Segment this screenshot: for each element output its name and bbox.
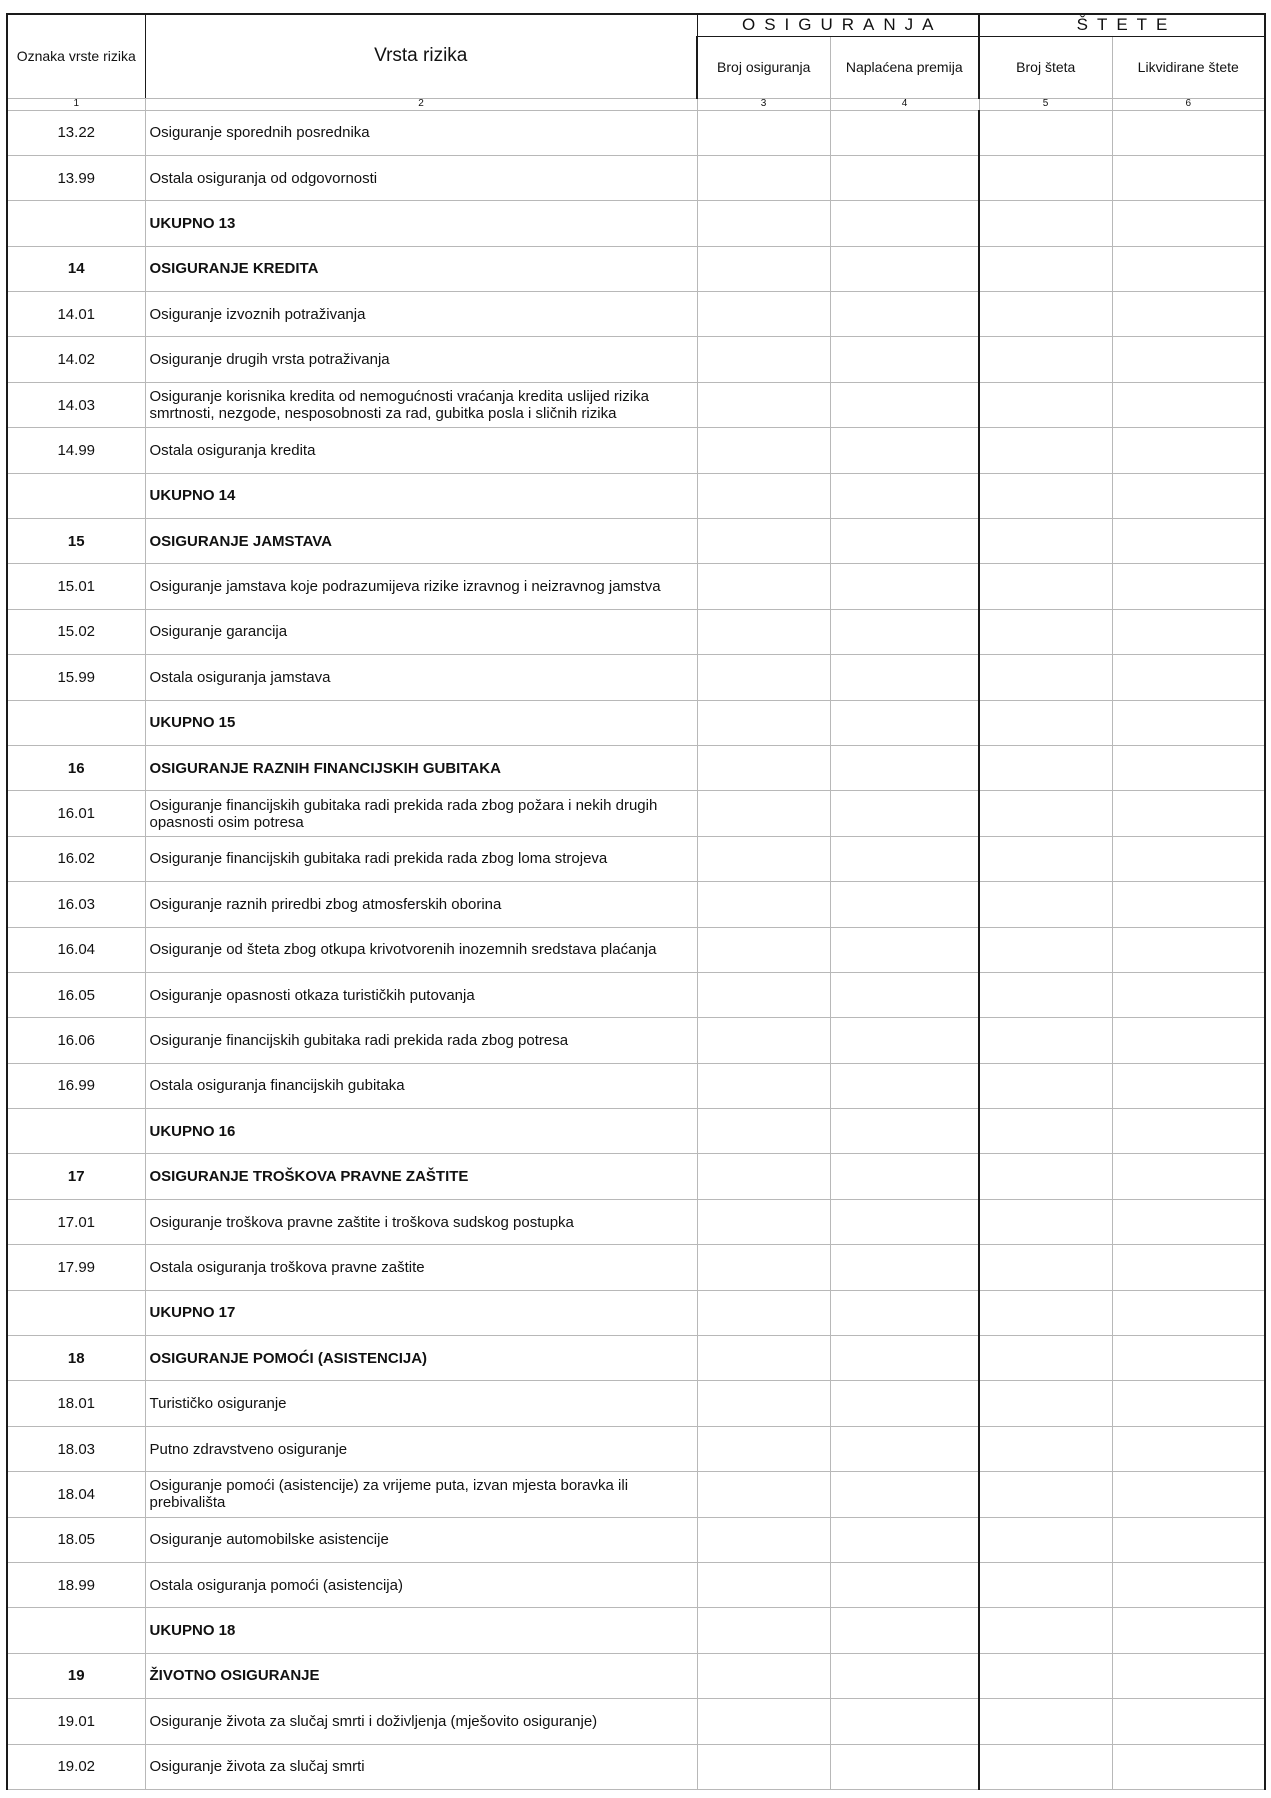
policies-count-cell[interactable] xyxy=(697,1199,830,1244)
risk-code: 19.02 xyxy=(7,1744,145,1789)
total-row xyxy=(7,473,1265,518)
claims-count-cell[interactable] xyxy=(979,519,1112,564)
policies-count-cell[interactable] xyxy=(697,1472,830,1517)
claims-count-cell[interactable] xyxy=(979,292,1112,337)
group-row xyxy=(7,745,1265,790)
claims-count-cell[interactable] xyxy=(979,382,1112,427)
risk-code: 18.01 xyxy=(7,1381,145,1426)
premium-collected-cell[interactable] xyxy=(830,1290,979,1335)
total-row xyxy=(7,201,1265,246)
table-row xyxy=(7,1245,1265,1290)
table-row xyxy=(7,1699,1265,1744)
risk-name: UKUPNO 13 xyxy=(145,201,697,246)
premium-collected-cell[interactable] xyxy=(830,1381,979,1426)
policies-count-cell[interactable] xyxy=(697,1517,830,1562)
policies-count-cell[interactable] xyxy=(697,700,830,745)
claims-count-cell[interactable] xyxy=(979,1563,1112,1608)
risk-name: Osiguranje financijskih gubitaka radi prekida rada zbog loma strojeva xyxy=(145,836,697,881)
risk-code: 15.99 xyxy=(7,655,145,700)
risk-code xyxy=(7,700,145,745)
column-number: 4 xyxy=(830,98,979,110)
risk-code: 16.06 xyxy=(7,1018,145,1063)
claims-paid-cell[interactable] xyxy=(1112,201,1265,246)
risk-code xyxy=(7,1290,145,1335)
group-row xyxy=(7,1653,1265,1698)
column-number: 6 xyxy=(1112,98,1265,110)
risk-code: 13.99 xyxy=(7,155,145,200)
risk-code xyxy=(7,201,145,246)
premium-collected-cell[interactable] xyxy=(830,700,979,745)
risk-name: OSIGURANJE POMOĆI (ASISTENCIJA) xyxy=(145,1336,697,1381)
claims-count-cell[interactable] xyxy=(979,110,1112,155)
risk-code: 18.04 xyxy=(7,1472,145,1517)
header-claims-paid: Likvidirane štete xyxy=(1112,36,1265,98)
claims-paid-cell[interactable] xyxy=(1112,655,1265,700)
premium-collected-cell[interactable] xyxy=(830,791,979,836)
table-row xyxy=(7,382,1265,427)
header-group-claims: ŠTETE xyxy=(979,14,1265,36)
policies-count-cell[interactable] xyxy=(697,1563,830,1608)
policies-count-cell[interactable] xyxy=(697,655,830,700)
policies-count-cell[interactable] xyxy=(697,1381,830,1426)
claims-count-cell[interactable] xyxy=(979,1426,1112,1471)
policies-count-cell[interactable] xyxy=(697,110,830,155)
header-row xyxy=(7,14,1265,36)
claims-paid-cell[interactable] xyxy=(1112,110,1265,155)
premium-collected-cell[interactable] xyxy=(830,836,979,881)
claims-paid-cell[interactable] xyxy=(1112,382,1265,427)
claims-paid-cell[interactable] xyxy=(1112,1154,1265,1199)
risk-code: 18 xyxy=(7,1336,145,1381)
claims-count-cell[interactable] xyxy=(979,1381,1112,1426)
table-row xyxy=(7,927,1265,972)
premium-collected-cell[interactable] xyxy=(830,564,979,609)
premium-collected-cell[interactable] xyxy=(830,155,979,200)
policies-count-cell[interactable] xyxy=(697,745,830,790)
premium-collected-cell[interactable] xyxy=(830,1199,979,1244)
premium-collected-cell[interactable] xyxy=(830,1109,979,1154)
claims-paid-cell[interactable] xyxy=(1112,1563,1265,1608)
claims-paid-cell[interactable] xyxy=(1112,292,1265,337)
policies-count-cell[interactable] xyxy=(697,972,830,1017)
risk-name: Osiguranje automobilske asistencije xyxy=(145,1517,697,1562)
risk-code: 19.01 xyxy=(7,1699,145,1744)
risk-code: 15.02 xyxy=(7,609,145,654)
group-row xyxy=(7,519,1265,564)
premium-collected-cell[interactable] xyxy=(830,382,979,427)
table-row xyxy=(7,836,1265,881)
claims-count-cell[interactable] xyxy=(979,1699,1112,1744)
table-row xyxy=(7,1063,1265,1108)
header-policies-count: Broj osiguranja xyxy=(697,36,830,98)
policies-count-cell[interactable] xyxy=(697,428,830,473)
total-row xyxy=(7,1109,1265,1154)
premium-collected-cell[interactable] xyxy=(830,1608,979,1653)
claims-count-cell[interactable] xyxy=(979,155,1112,200)
claims-paid-cell[interactable] xyxy=(1112,155,1265,200)
premium-collected-cell[interactable] xyxy=(830,882,979,927)
claims-paid-cell[interactable] xyxy=(1112,1245,1265,1290)
risk-name: Osiguranje života za slučaj smrti i doživljenja (mješovito osiguranje) xyxy=(145,1699,697,1744)
policies-count-cell[interactable] xyxy=(697,473,830,518)
claims-count-cell[interactable] xyxy=(979,1472,1112,1517)
claims-count-cell[interactable] xyxy=(979,1063,1112,1108)
policies-count-cell[interactable] xyxy=(697,1653,830,1698)
premium-collected-cell[interactable] xyxy=(830,1472,979,1517)
risk-code: 16.03 xyxy=(7,882,145,927)
risk-code: 14.03 xyxy=(7,382,145,427)
risk-name: Osiguranje drugih vrsta potraživanja xyxy=(145,337,697,382)
claims-count-cell[interactable] xyxy=(979,1154,1112,1199)
claims-paid-cell[interactable] xyxy=(1112,1653,1265,1698)
policies-count-cell[interactable] xyxy=(697,564,830,609)
group-row xyxy=(7,1336,1265,1381)
policies-count-cell[interactable] xyxy=(697,155,830,200)
policies-count-cell[interactable] xyxy=(697,1109,830,1154)
claims-count-cell[interactable] xyxy=(979,1744,1112,1789)
policies-count-cell[interactable] xyxy=(697,519,830,564)
claims-count-cell[interactable] xyxy=(979,1517,1112,1562)
premium-collected-cell[interactable] xyxy=(830,1699,979,1744)
table-row xyxy=(7,972,1265,1017)
risk-code: 14.99 xyxy=(7,428,145,473)
risk-name: UKUPNO 14 xyxy=(145,473,697,518)
table-row xyxy=(7,1381,1265,1426)
policies-count-cell[interactable] xyxy=(697,246,830,291)
table-row xyxy=(7,564,1265,609)
claims-paid-cell[interactable] xyxy=(1112,337,1265,382)
risk-name: Turističko osiguranje xyxy=(145,1381,697,1426)
premium-collected-cell[interactable] xyxy=(830,246,979,291)
claims-paid-cell[interactable] xyxy=(1112,428,1265,473)
premium-collected-cell[interactable] xyxy=(830,337,979,382)
risk-code: 18.99 xyxy=(7,1563,145,1608)
risk-code xyxy=(7,473,145,518)
risk-name: Osiguranje raznih priredbi zbog atmosferskih oborina xyxy=(145,882,697,927)
risk-code: 14.02 xyxy=(7,337,145,382)
table-row xyxy=(7,791,1265,836)
claims-count-cell[interactable] xyxy=(979,745,1112,790)
risk-name: Osiguranje financijskih gubitaka radi prekida rada zbog požara i nekih drugih opasnosti osim potresa xyxy=(145,791,697,836)
policies-count-cell[interactable] xyxy=(697,1699,830,1744)
risk-name: Osiguranje financijskih gubitaka radi prekida rada zbog potresa xyxy=(145,1018,697,1063)
claims-count-cell[interactable] xyxy=(979,609,1112,654)
risk-code: 16.02 xyxy=(7,836,145,881)
claims-count-cell[interactable] xyxy=(979,428,1112,473)
claims-paid-cell[interactable] xyxy=(1112,1472,1265,1517)
claims-paid-cell[interactable] xyxy=(1112,791,1265,836)
policies-count-cell[interactable] xyxy=(697,836,830,881)
claims-count-cell[interactable] xyxy=(979,1199,1112,1244)
risk-code: 16.04 xyxy=(7,927,145,972)
premium-collected-cell[interactable] xyxy=(830,292,979,337)
risk-name: UKUPNO 17 xyxy=(145,1290,697,1335)
premium-collected-cell[interactable] xyxy=(830,609,979,654)
risk-code: 15.01 xyxy=(7,564,145,609)
risk-name: Ostala osiguranja pomoći (asistencija) xyxy=(145,1563,697,1608)
claims-count-cell[interactable] xyxy=(979,1336,1112,1381)
policies-count-cell[interactable] xyxy=(697,1290,830,1335)
risk-code xyxy=(7,1608,145,1653)
risk-code: 18.05 xyxy=(7,1517,145,1562)
premium-collected-cell[interactable] xyxy=(830,1426,979,1471)
claims-paid-cell[interactable] xyxy=(1112,246,1265,291)
premium-collected-cell[interactable] xyxy=(830,201,979,246)
risk-name: Ostala osiguranja jamstava xyxy=(145,655,697,700)
claims-count-cell[interactable] xyxy=(979,1018,1112,1063)
claims-paid-cell[interactable] xyxy=(1112,745,1265,790)
claims-paid-cell[interactable] xyxy=(1112,972,1265,1017)
claims-paid-cell[interactable] xyxy=(1112,1744,1265,1789)
premium-collected-cell[interactable] xyxy=(830,1744,979,1789)
risk-code: 13.22 xyxy=(7,110,145,155)
claims-paid-cell[interactable] xyxy=(1112,836,1265,881)
risk-name: OSIGURANJE KREDITA xyxy=(145,246,697,291)
claims-count-cell[interactable] xyxy=(979,927,1112,972)
claims-count-cell[interactable] xyxy=(979,1290,1112,1335)
table-row xyxy=(7,1426,1265,1471)
claims-count-cell[interactable] xyxy=(979,882,1112,927)
risk-name: Ostala osiguranja od odgovornosti xyxy=(145,155,697,200)
policies-count-cell[interactable] xyxy=(697,1744,830,1789)
risk-name: Osiguranje pomoći (asistencije) za vrijeme puta, izvan mjesta boravka ili prebivališta xyxy=(145,1472,697,1517)
column-number: 1 xyxy=(7,98,145,110)
column-number: 3 xyxy=(697,98,830,110)
table-row xyxy=(7,1199,1265,1244)
risk-name: UKUPNO 18 xyxy=(145,1608,697,1653)
claims-count-cell[interactable] xyxy=(979,1109,1112,1154)
column-number: 2 xyxy=(145,98,697,110)
premium-collected-cell[interactable] xyxy=(830,473,979,518)
risk-name: Putno zdravstveno osiguranje xyxy=(145,1426,697,1471)
risk-name: Osiguranje sporednih posrednika xyxy=(145,110,697,155)
premium-collected-cell[interactable] xyxy=(830,110,979,155)
claims-count-cell[interactable] xyxy=(979,1653,1112,1698)
table-row xyxy=(7,609,1265,654)
policies-count-cell[interactable] xyxy=(697,1245,830,1290)
claims-count-cell[interactable] xyxy=(979,836,1112,881)
column-number-row xyxy=(7,98,1265,110)
policies-count-cell[interactable] xyxy=(697,1426,830,1471)
premium-collected-cell[interactable] xyxy=(830,1336,979,1381)
risk-name: OSIGURANJE TROŠKOVA PRAVNE ZAŠTITE xyxy=(145,1154,697,1199)
table-row xyxy=(7,1472,1265,1517)
group-row xyxy=(7,1154,1265,1199)
risk-name: Osiguranje jamstava koje podrazumijeva rizike izravnog i neizravnog jamstva xyxy=(145,564,697,609)
risk-code: 14 xyxy=(7,246,145,291)
premium-collected-cell[interactable] xyxy=(830,1018,979,1063)
risk-name: Osiguranje troškova pravne zaštite i troškova sudskog postupka xyxy=(145,1199,697,1244)
risk-name: Osiguranje od šteta zbog otkupa krivotvorenih inozemnih sredstava plaćanja xyxy=(145,927,697,972)
premium-collected-cell[interactable] xyxy=(830,1517,979,1562)
header-premium-collected: Naplaćena premija xyxy=(830,36,979,98)
claims-count-cell[interactable] xyxy=(979,972,1112,1017)
table-row xyxy=(7,428,1265,473)
premium-collected-cell[interactable] xyxy=(830,927,979,972)
claims-count-cell[interactable] xyxy=(979,655,1112,700)
risk-code xyxy=(7,1109,145,1154)
risk-code: 15 xyxy=(7,519,145,564)
risk-name: Osiguranje života za slučaj smrti xyxy=(145,1744,697,1789)
header-claims-count: Broj šteta xyxy=(979,36,1112,98)
risk-code: 14.01 xyxy=(7,292,145,337)
risk-name: OSIGURANJE RAZNIH FINANCIJSKIH GUBITAKA xyxy=(145,745,697,790)
claims-paid-cell[interactable] xyxy=(1112,1199,1265,1244)
premium-collected-cell[interactable] xyxy=(830,972,979,1017)
risk-name: UKUPNO 15 xyxy=(145,700,697,745)
claims-count-cell[interactable] xyxy=(979,473,1112,518)
premium-collected-cell[interactable] xyxy=(830,428,979,473)
premium-collected-cell[interactable] xyxy=(830,1563,979,1608)
policies-count-cell[interactable] xyxy=(697,1018,830,1063)
risk-name: UKUPNO 16 xyxy=(145,1109,697,1154)
claims-paid-cell[interactable] xyxy=(1112,1063,1265,1108)
premium-collected-cell[interactable] xyxy=(830,519,979,564)
claims-paid-cell[interactable] xyxy=(1112,882,1265,927)
risk-name: Osiguranje garancija xyxy=(145,609,697,654)
total-row xyxy=(7,1290,1265,1335)
claims-count-cell[interactable] xyxy=(979,564,1112,609)
policies-count-cell[interactable] xyxy=(697,382,830,427)
risk-code: 17.99 xyxy=(7,1245,145,1290)
header-risk-code: Oznaka vrste rizika xyxy=(7,14,145,98)
table-body xyxy=(7,110,1265,1789)
claims-paid-cell[interactable] xyxy=(1112,1336,1265,1381)
claims-count-cell[interactable] xyxy=(979,700,1112,745)
policies-count-cell[interactable] xyxy=(697,1608,830,1653)
claims-paid-cell[interactable] xyxy=(1112,1290,1265,1335)
policies-count-cell[interactable] xyxy=(697,882,830,927)
group-row xyxy=(7,246,1265,291)
risk-code: 17 xyxy=(7,1154,145,1199)
table-row xyxy=(7,1744,1265,1789)
claims-count-cell[interactable] xyxy=(979,1245,1112,1290)
table-row xyxy=(7,155,1265,200)
claims-count-cell[interactable] xyxy=(979,337,1112,382)
risk-code: 16 xyxy=(7,745,145,790)
claims-paid-cell[interactable] xyxy=(1112,519,1265,564)
column-number: 5 xyxy=(979,98,1112,110)
risk-name: Osiguranje korisnika kredita od nemogućnosti vraćanja kredita uslijed rizika smrtnosti, nezgode, nesposobnosti za rad, gubitka posla i sličnih rizika xyxy=(145,382,697,427)
risk-name: Ostala osiguranja financijskih gubitaka xyxy=(145,1063,697,1108)
premium-collected-cell[interactable] xyxy=(830,1154,979,1199)
risk-code: 17.01 xyxy=(7,1199,145,1244)
claims-paid-cell[interactable] xyxy=(1112,1426,1265,1471)
header-group-insurance: OSIGURANJA xyxy=(697,14,979,36)
policies-count-cell[interactable] xyxy=(697,201,830,246)
claims-paid-cell[interactable] xyxy=(1112,1109,1265,1154)
claims-paid-cell[interactable] xyxy=(1112,564,1265,609)
policies-count-cell[interactable] xyxy=(697,1154,830,1199)
policies-count-cell[interactable] xyxy=(697,1063,830,1108)
claims-paid-cell[interactable] xyxy=(1112,1018,1265,1063)
claims-paid-cell[interactable] xyxy=(1112,1517,1265,1562)
table-row xyxy=(7,110,1265,155)
claims-paid-cell[interactable] xyxy=(1112,1608,1265,1653)
table-row xyxy=(7,337,1265,382)
risk-code: 18.03 xyxy=(7,1426,145,1471)
header-risk-type: Vrsta rizika xyxy=(145,14,697,98)
policies-count-cell[interactable] xyxy=(697,927,830,972)
risk-name: OSIGURANJE JAMSTAVA xyxy=(145,519,697,564)
policies-count-cell[interactable] xyxy=(697,292,830,337)
risk-code: 16.99 xyxy=(7,1063,145,1108)
risk-name: ŽIVOTNO OSIGURANJE xyxy=(145,1653,697,1698)
table-row xyxy=(7,882,1265,927)
claims-paid-cell[interactable] xyxy=(1112,609,1265,654)
premium-collected-cell[interactable] xyxy=(830,745,979,790)
claims-count-cell[interactable] xyxy=(979,1608,1112,1653)
risk-code: 16.05 xyxy=(7,972,145,1017)
premium-collected-cell[interactable] xyxy=(830,1063,979,1108)
table-row xyxy=(7,1018,1265,1063)
premium-collected-cell[interactable] xyxy=(830,655,979,700)
risk-name: Ostala osiguranja kredita xyxy=(145,428,697,473)
table-row xyxy=(7,1517,1265,1562)
table-row xyxy=(7,655,1265,700)
total-row xyxy=(7,1608,1265,1653)
premium-collected-cell[interactable] xyxy=(830,1653,979,1698)
risk-report-table xyxy=(6,13,1266,1790)
claims-count-cell[interactable] xyxy=(979,201,1112,246)
table-row xyxy=(7,1563,1265,1608)
table-row xyxy=(7,292,1265,337)
risk-name: Ostala osiguranja troškova pravne zaštite xyxy=(145,1245,697,1290)
claims-paid-cell[interactable] xyxy=(1112,473,1265,518)
risk-code: 16.01 xyxy=(7,791,145,836)
claims-paid-cell[interactable] xyxy=(1112,1381,1265,1426)
premium-collected-cell[interactable] xyxy=(830,1245,979,1290)
policies-count-cell[interactable] xyxy=(697,791,830,836)
claims-paid-cell[interactable] xyxy=(1112,700,1265,745)
policies-count-cell[interactable] xyxy=(697,1336,830,1381)
claims-paid-cell[interactable] xyxy=(1112,1699,1265,1744)
risk-name: Osiguranje opasnosti otkaza turističkih putovanja xyxy=(145,972,697,1017)
total-row xyxy=(7,700,1265,745)
policies-count-cell[interactable] xyxy=(697,609,830,654)
claims-count-cell[interactable] xyxy=(979,791,1112,836)
risk-code: 19 xyxy=(7,1653,145,1698)
policies-count-cell[interactable] xyxy=(697,337,830,382)
risk-name: Osiguranje izvoznih potraživanja xyxy=(145,292,697,337)
claims-count-cell[interactable] xyxy=(979,246,1112,291)
claims-paid-cell[interactable] xyxy=(1112,927,1265,972)
